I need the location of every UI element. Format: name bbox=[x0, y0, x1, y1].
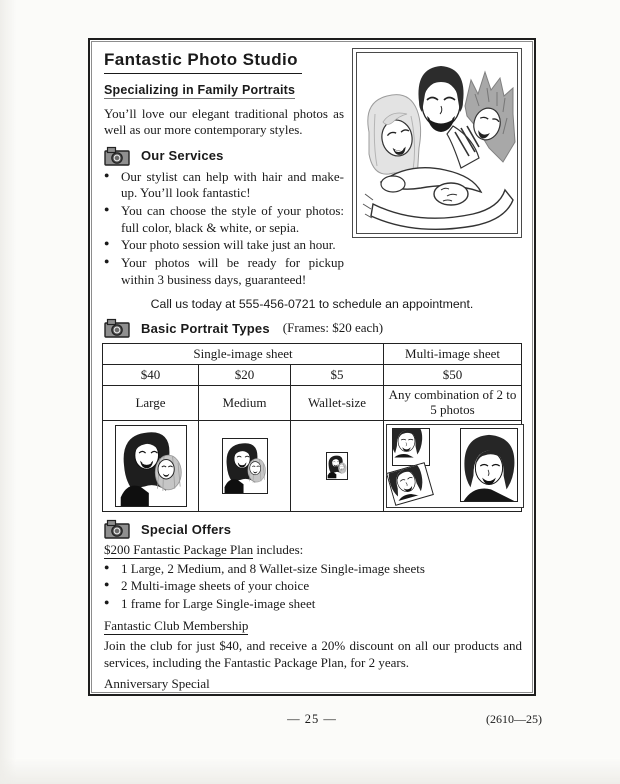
document-code: (2610—25) bbox=[486, 712, 542, 726]
single-image-group-header: Single-image sheet bbox=[103, 344, 384, 365]
multi-photo-top-left bbox=[392, 428, 430, 466]
services-heading bbox=[104, 146, 344, 166]
advertisement-inner-frame bbox=[91, 41, 533, 693]
call-to-action-text: Call us today at 555-456-0721 to schedule an appointment. bbox=[150, 297, 474, 312]
sample-photo-large-cell bbox=[103, 421, 199, 512]
package-item: ● 1 frame for Large Single-image sheet bbox=[104, 596, 522, 612]
frames-price-note: (Frames: $20 each) bbox=[282, 320, 384, 336]
package-plan-title: $200 Fantastic Package Plan bbox=[104, 542, 254, 558]
wallet-portrait-sample-illustration bbox=[326, 452, 348, 480]
group-hug-illustration bbox=[356, 52, 518, 234]
camera-icon bbox=[104, 146, 130, 166]
large-portrait-sample-illustration bbox=[115, 425, 187, 507]
sample-photo-wallet-cell bbox=[291, 421, 384, 512]
club-membership-text: Join the club for just $40, and receive a 20% discount on all our products and services, including the Fantastic Package Plan, for 2 years. bbox=[104, 638, 522, 670]
portrait-types-heading bbox=[104, 318, 522, 338]
services-heading-label: Our Services bbox=[141, 148, 224, 164]
anniversary-special-title: Anniversary Special bbox=[104, 676, 210, 693]
size-cell-wallet: Wallet-size bbox=[291, 386, 384, 421]
camera-icon bbox=[104, 519, 130, 539]
advertisement-box bbox=[88, 38, 536, 696]
package-items-list bbox=[104, 561, 522, 612]
sample-photo-medium-cell bbox=[199, 421, 291, 512]
page-footer bbox=[88, 712, 542, 730]
price-cell-wallet: $5 bbox=[291, 365, 384, 386]
three-people-hugging-illustration bbox=[357, 53, 517, 233]
multi-photo-right bbox=[460, 428, 518, 502]
package-item: ● 2 Multi-image sheets of your choice bbox=[104, 578, 522, 594]
service-item: ● Your photo session will take just an hour. bbox=[104, 237, 344, 254]
size-cell-medium: Medium bbox=[199, 386, 291, 421]
size-cell-large: Large bbox=[103, 386, 199, 421]
studio-title: Fantastic Photo Studio bbox=[104, 50, 302, 74]
multi-image-sample-cell bbox=[384, 421, 522, 512]
package-plan-line bbox=[104, 542, 522, 558]
price-cell-multi: $50 bbox=[384, 365, 522, 386]
top-section bbox=[102, 44, 522, 289]
studio-tagline: Specializing in Family Portraits bbox=[104, 83, 296, 97]
intro-text: You’ll love our elegant traditional photos as well as our more contemporary styles. bbox=[104, 106, 344, 138]
package-plan-suffix: includes: bbox=[253, 542, 304, 558]
size-cell-multi: Any combination of 2 to 5 photos bbox=[384, 386, 522, 421]
portrait-types-heading-label: Basic Portrait Types bbox=[141, 320, 270, 336]
portrait-price-table bbox=[102, 343, 522, 512]
medium-portrait-sample-illustration bbox=[222, 438, 268, 494]
service-item: ● Your photos will be ready for pickup within 3 business days, guaranteed! bbox=[104, 255, 344, 288]
club-membership-title: Fantastic Club Membership bbox=[104, 618, 248, 636]
price-cell-large: $40 bbox=[103, 365, 199, 386]
special-offers-heading-label: Special Offers bbox=[141, 521, 232, 537]
service-item: ● Our stylist can help with hair and make-up. You’ll look fantastic! bbox=[104, 169, 344, 202]
special-offers-heading bbox=[104, 519, 522, 539]
group-photo-frame bbox=[352, 48, 522, 238]
multi-image-group-header: Multi-image sheet bbox=[384, 344, 522, 365]
multi-photo-tilted bbox=[386, 462, 434, 506]
price-cell-medium: $20 bbox=[199, 365, 291, 386]
page-number: — 25 — bbox=[287, 712, 337, 726]
camera-icon bbox=[104, 318, 130, 338]
services-list bbox=[104, 169, 344, 288]
package-item: ● 1 Large, 2 Medium, and 8 Wallet-size Single-image sheets bbox=[104, 561, 522, 577]
multi-image-sheet-illustration bbox=[386, 424, 524, 508]
service-item: ● You can choose the style of your photos: full color, black & white, or sepia. bbox=[104, 203, 344, 236]
